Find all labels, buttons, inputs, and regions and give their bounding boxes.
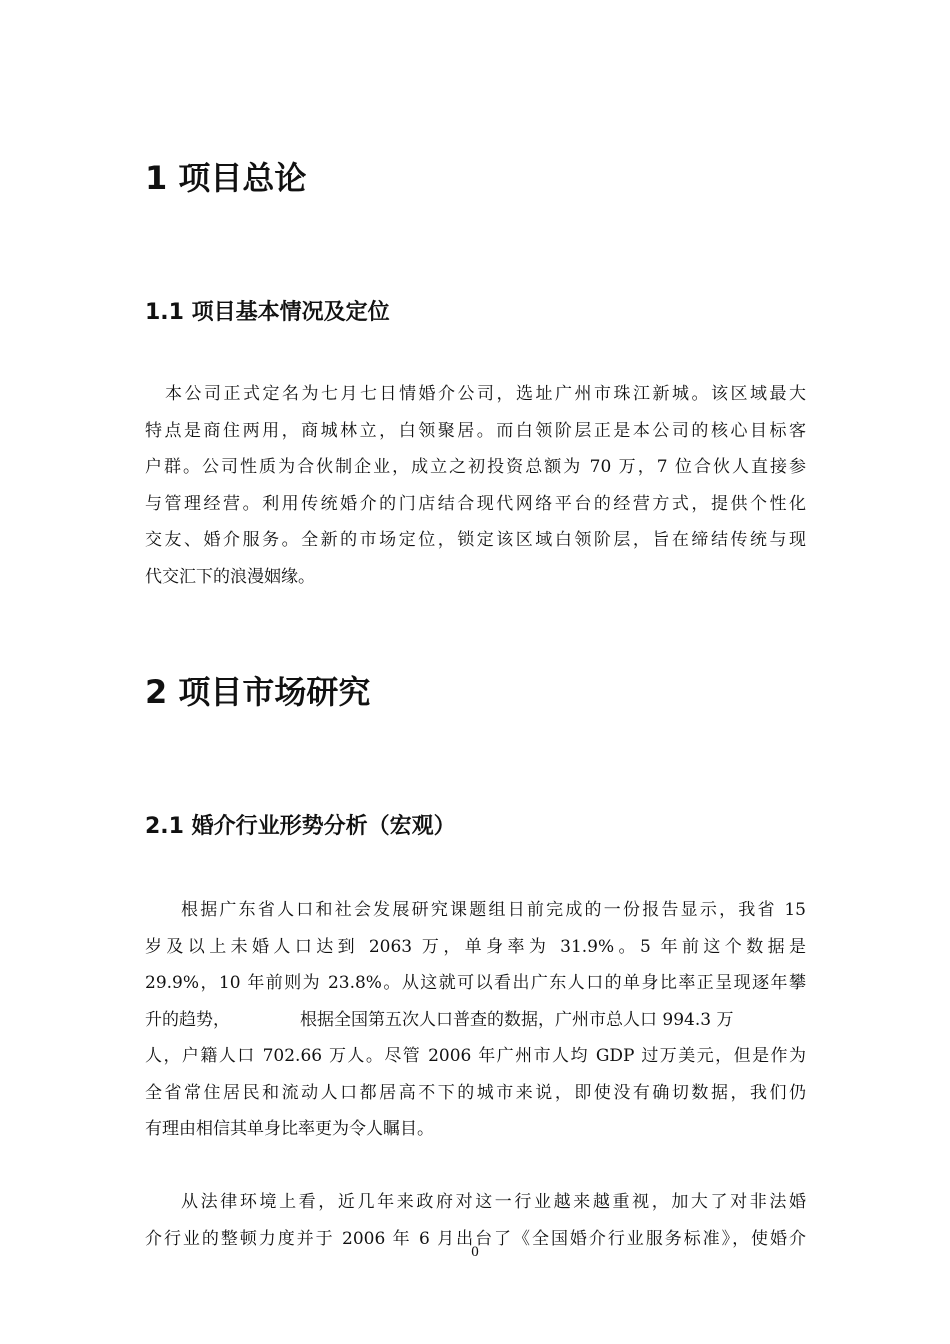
subsection-heading-2-1: 2.1 婚介行业形势分析（宏观） xyxy=(145,814,456,839)
text-line: 交友、婚介服务。全新的市场定位，锁定该区域白领阶层，旨在缔结传统与现 xyxy=(145,530,806,550)
text-line: 从法律环境上看，近几年来政府对这一行业越来越重视，加大了对非法婚 xyxy=(181,1192,806,1212)
text-line: 代交汇下的浪漫姻缘。 xyxy=(145,566,315,587)
text-fragment: 升的趋势， xyxy=(145,1009,230,1030)
text-line: 人，户籍人口 702.66 万人。尽管 2006 年广州市人均 GDP 过万美元，但是作为 xyxy=(145,1046,806,1066)
subsection-heading-1-1: 1.1 项目基本情况及定位 xyxy=(145,300,390,325)
text-line: 29.9%，10 年前则为 23.8%。从这就可以看出广东人口的单身比率正呈现逐年攀 xyxy=(145,973,806,993)
text-line: 根据广东省人口和社会发展研究课题组日前完成的一份报告显示，我省 15 xyxy=(181,900,806,920)
text-line: 有理由相信其单身比率更为令人瞩目。 xyxy=(145,1119,434,1139)
text-fragment: 根据全国第五次人口普查的数据，广州市总人口 994.3 万 xyxy=(300,1009,734,1030)
text-line: 本公司正式定名为七月七日情婚介公司，选址广州市珠江新城。该区域最大 xyxy=(165,384,806,404)
section-heading-1: 1 项目总论 xyxy=(145,159,307,197)
text-line: 户群。公司性质为合伙制企业，成立之初投资总额为 70 万，7 位合伙人直接参 xyxy=(145,457,806,477)
paragraph-market-analysis xyxy=(145,892,806,1148)
text-line: 岁及以上未婚人口达到 2063 万，单身率为 31.9%。5 年前这个数据是 xyxy=(145,936,806,957)
page-number: 0 xyxy=(471,1244,479,1260)
paragraph-project-overview xyxy=(145,376,806,595)
text-line: 介行业的整顿力度并于 2006 年 6 月出台了《全国婚介行业服务标准》，使婚介 xyxy=(145,1228,806,1249)
text-line-split xyxy=(145,1002,806,1039)
text-line: 与管理经营。利用传统婚介的门店结合现代网络平台的经营方式，提供个性化 xyxy=(145,493,806,514)
section-heading-2: 2 项目市场研究 xyxy=(145,673,371,711)
text-line: 全省常住居民和流动人口都居高不下的城市来说，即使没有确切数据，我们仍 xyxy=(145,1082,806,1103)
text-line: 特点是商住两用，商城林立，白领聚居。而白领阶层正是本公司的核心目标客 xyxy=(145,420,806,441)
